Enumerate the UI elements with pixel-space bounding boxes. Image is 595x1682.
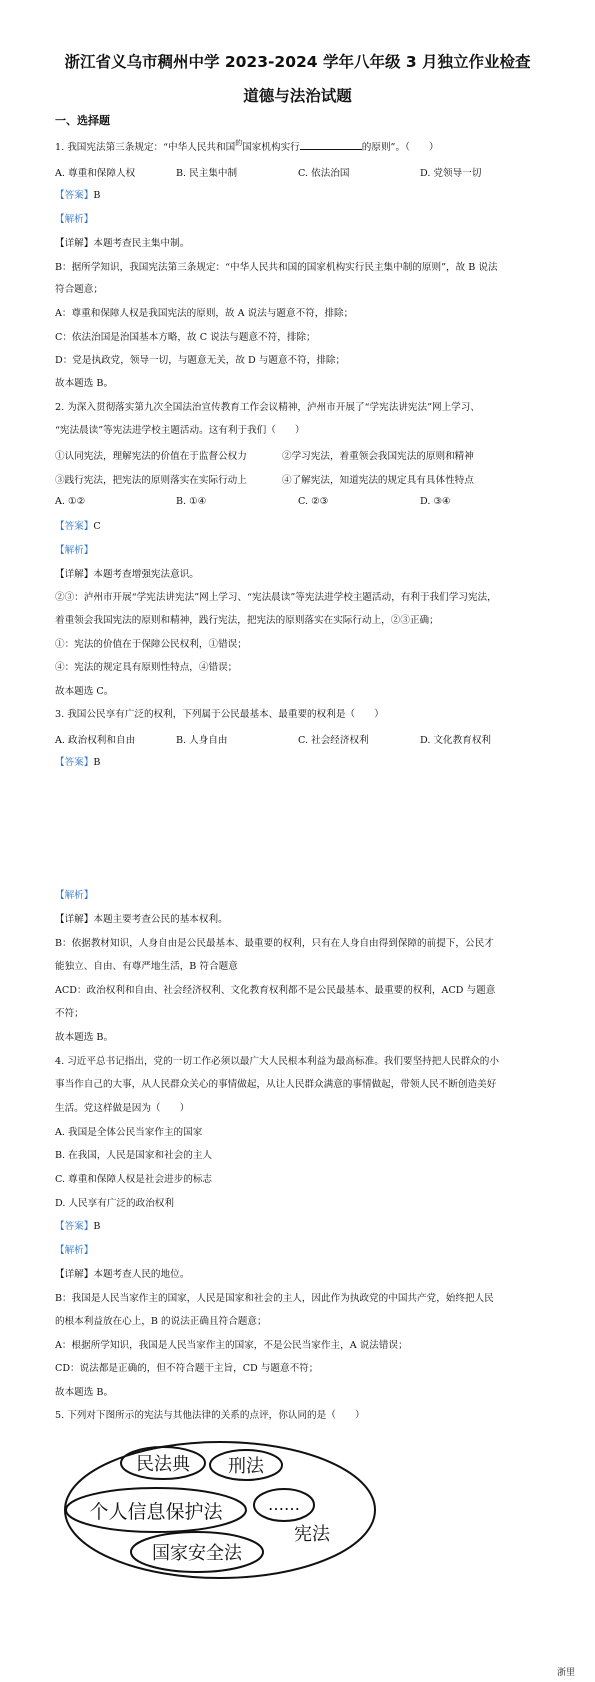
q4-detail: 【详解】本题考查人民的地位。 <box>55 1269 190 1280</box>
q2-option-d: D. ③④ <box>420 496 451 507</box>
q3-line: ACD：政治权利和自由、社会经济权利、文化教育权利都不是公民最基本、最重要的权利，ACD 与题意 <box>55 985 496 996</box>
q2-stem: “宪法晨读”等宪法进学校主题活动。这有利于我们（ ） <box>55 425 305 436</box>
label-personal-info-law: 个人信息保护法 <box>89 1501 223 1523</box>
page-footer: 浙里 <box>556 1668 575 1678</box>
q3-line: 能独立、自由、有尊严地生活，B 符合题意 <box>55 961 238 972</box>
q3-option-a: A. 政治权利和自由 <box>55 735 136 746</box>
q3-analysis-label: 【解析】 <box>55 890 94 901</box>
q2-option-b: B. ①④ <box>176 496 207 507</box>
q2-line: ④：宪法的规定具有原则性特点，④错误； <box>55 662 238 673</box>
q5-stem: 5. 下列对下图所示的宪法与其他法律的关系的点评，你认同的是（ ） <box>55 1410 365 1421</box>
q2-option-c: C. ②③ <box>298 496 329 507</box>
q3-line: B：依据教材知识，人身自由是公民最基本、最重要的权利，只有在人身自由得到保障的前提下，公民才 <box>55 938 494 949</box>
q4-option-c: C. 尊重和保障人权是社会进步的标志 <box>55 1174 213 1185</box>
q2-line: 着重领会我国宪法的原则和精神，践行宪法，把宪法的原则落实在实际行动上，②③正确； <box>55 615 439 626</box>
q1-analysis-label: 【解析】 <box>55 214 94 225</box>
q4-line: A：根据所学知识，我国是人民当家作主的国家，不是公民当家作主，A 说法错误； <box>55 1340 408 1351</box>
q2-item-3: ③践行宪法，把宪法的原则落实在实际行动上 <box>55 475 247 486</box>
q3-option-d: D. 文化教育权利 <box>420 735 492 746</box>
q1-option-d: D. 党领导一切 <box>420 168 482 179</box>
q1-stem: 1. 我国宪法第三条规定：“中华人民共和国$^的$国家机构实行 的原则”。（ ） <box>55 139 439 153</box>
law-relationship-diagram <box>60 1432 380 1582</box>
q1-line: 故本题选 B。 <box>55 378 114 389</box>
label-constitution: 宪法 <box>294 1524 330 1545</box>
q2-answer: 【答案】C <box>55 521 101 532</box>
q2-line: ②③：泸州市开展“学宪法讲宪法”网上学习、“宪法晨读”等宪法进学校主题活动，有利于我们学习宪法， <box>55 592 497 603</box>
q1-answer: 【答案】B <box>55 190 101 201</box>
q3-line: 故本题选 B。 <box>55 1032 114 1043</box>
q4-line: 的根本利益放在心上，B 的说法正确且符合题意； <box>55 1316 267 1327</box>
q2-analysis-label: 【解析】 <box>55 545 94 556</box>
q4-option-d: D. 人民享有广泛的政治权利 <box>55 1198 174 1209</box>
q2-item-1: ①认同宪法，理解宪法的价值在于监督公权力 <box>55 451 247 462</box>
q2-line: ①：宪法的价值在于保障公民权利，①错误； <box>55 639 247 650</box>
q2-item-4: ④了解宪法，知道宪法的规定具有具体性特点 <box>282 475 474 486</box>
q1-line: D：党是执政党，领导一切，与题意无关，故 D 与题意不符，排除； <box>55 355 346 366</box>
q1-option-b: B. 民主集中制 <box>176 168 238 179</box>
q3-line: 不符； <box>55 1008 84 1019</box>
q4-line: B：我国是人民当家作主的国家，人民是国家和社会的主人，因此作为执政党的中国共产党，始终把人民 <box>55 1293 494 1304</box>
doc-title-line1: 浙江省义乌市稠州中学 2023-2024 学年八年级 3 月独立作业检查 <box>64 53 531 71</box>
q1-detail: 【详解】本题考查民主集中制。 <box>55 238 190 249</box>
q3-answer: 【答案】B <box>55 757 101 768</box>
q2-stem: 2. 为深入贯彻落实第九次全国法治宣传教育工作会议精神，泸州市开展了“学宪法讲宪法”网上学习、 <box>55 402 480 413</box>
q2-line: 故本题选 C。 <box>55 686 114 697</box>
q1-line: C：依法治国是治国基本方略，故 C 说法与题意不符，排除； <box>55 332 316 343</box>
q2-detail: 【详解】本题考查增强宪法意识。 <box>55 569 199 580</box>
q3-option-b: B. 人身自由 <box>176 735 228 746</box>
answer-blank <box>300 140 362 150</box>
q1-option-a: A. 尊重和保障人权 <box>55 168 136 179</box>
q4-line: 故本题选 B。 <box>55 1387 114 1398</box>
q3-option-c: C. 社会经济权利 <box>298 735 369 746</box>
label-national-security-law: 国家安全法 <box>152 1543 242 1564</box>
q1-option-c: C. 依法治国 <box>298 168 350 179</box>
label-civil-code: 民法典 <box>136 1454 190 1475</box>
q2-item-2: ②学习宪法，着重领会我国宪法的原则和精神 <box>282 451 474 462</box>
q4-answer: 【答案】B <box>55 1221 101 1232</box>
q4-option-b: B. 在我国，人民是国家和社会的主人 <box>55 1150 213 1161</box>
q4-analysis-label: 【解析】 <box>55 1245 94 1256</box>
q4-option-a: A. 我国是全体公民当家作主的国家 <box>55 1127 203 1138</box>
q3-stem: 3. 我国公民享有广泛的权利，下列属于公民最基本、最重要的权利是（ ） <box>55 709 384 720</box>
label-ellipsis: …… <box>268 1495 300 1514</box>
q1-line: B：据所学知识，我国宪法第三条规定：“中华人民共和国的国家机构实行民主集中制的原则”，故 B 说法 <box>55 262 498 273</box>
q2-option-a: A. ①② <box>55 496 86 507</box>
section-heading: 一、选择题 <box>55 114 110 127</box>
q3-detail: 【详解】本题主要考查公民的基本权利。 <box>55 914 228 925</box>
doc-title-line2: 道德与法治试题 <box>243 87 352 105</box>
q4-stem: 事当作自己的大事，从人民群众关心的事情做起，从让人民群众满意的事情做起，带领人民不断创造美好 <box>55 1079 497 1090</box>
q4-stem: 生活。党这样做是因为（ ） <box>55 1103 190 1114</box>
q1-line: 符合题意； <box>55 284 103 295</box>
label-criminal-law: 刑法 <box>228 1456 264 1477</box>
q4-line: CD：说法都是正确的，但不符合题干主旨，CD 与题意不符； <box>55 1363 319 1374</box>
q1-line: A：尊重和保障人权是我国宪法的原则，故 A 说法与题意不符，排除； <box>55 308 354 319</box>
q4-stem: 4. 习近平总书记指出，党的一切工作必须以最广大人民根本利益为最高标准。我们要坚持把人民群众的小 <box>55 1056 499 1067</box>
